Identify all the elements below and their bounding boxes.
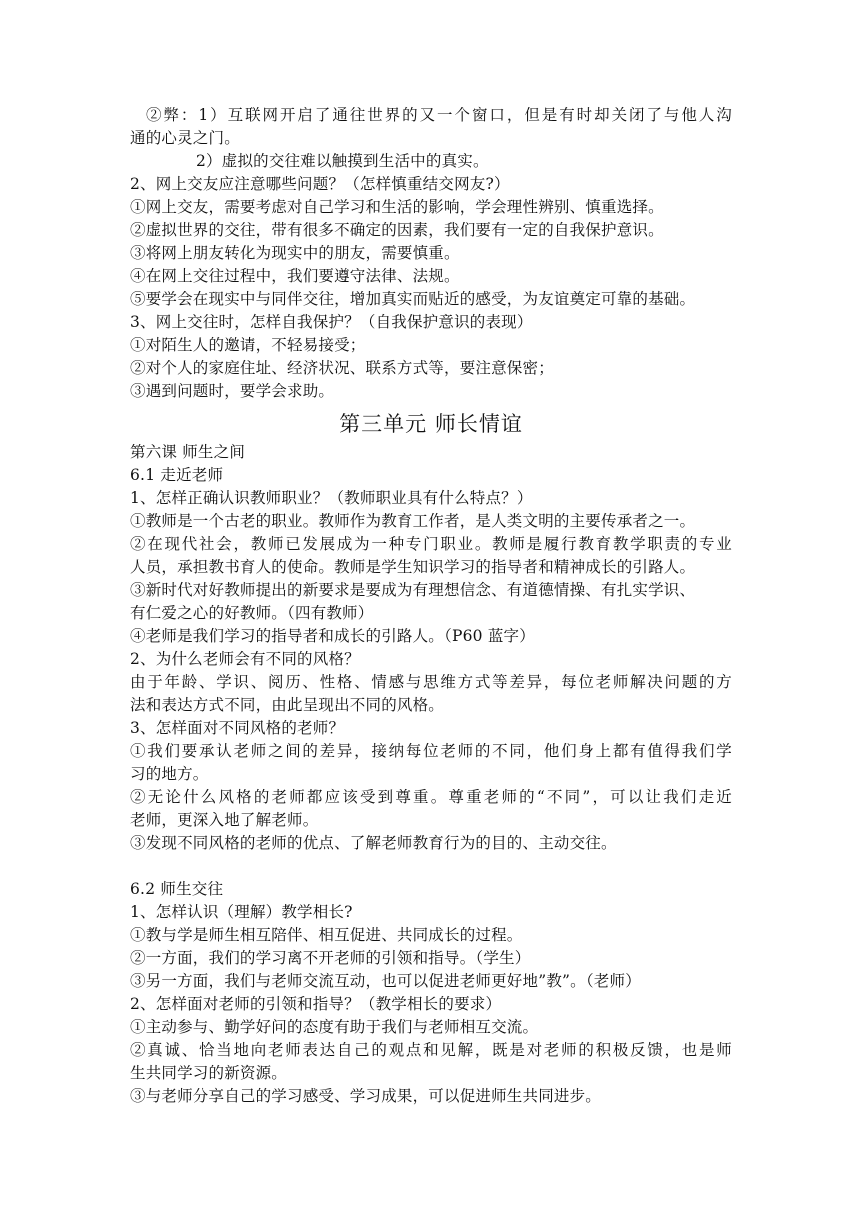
text-line: 2、为什么老师会有不同的风格？: [130, 650, 360, 668]
text-line: ①我们要承认老师之间的差异，接纳每位老师的不同，他们身上都有值得我们学: [130, 742, 732, 760]
text-line: ②在现代社会，教师已发展成为一种专门职业。教师是履行教育教学职责的专业: [130, 535, 732, 553]
text-line: 1、怎样正确认识教师职业？（教师职业具有什么特点？）: [130, 489, 533, 507]
text-line: 生共同学习的新资源。: [130, 1064, 288, 1082]
text-line: 第六课 师生之间: [130, 443, 246, 461]
blank-line: [130, 855, 732, 878]
text-line: ②真诚、恰当地向老师表达自己的观点和见解，既是对老师的积极反馈，也是师: [130, 1041, 732, 1059]
text-line: ①主动参与、勤学好问的态度有助于我们与老师相互交流。: [130, 1018, 539, 1036]
text-line: ③将网上朋友转化为现实中的朋友，需要慎重。: [130, 244, 460, 262]
text-line: ①对陌生人的邀请，不轻易接受；: [130, 336, 366, 354]
text-line: 由于年龄、学识、阅历、性格、情感与思维方式等差异，每位老师解决问题的方: [130, 673, 732, 691]
text-line: 3、网上交往时，怎样自我保护？（自我保护意识的表现）: [130, 313, 533, 331]
text-line: ③新时代对好教师提出的新要求是要成为有理想信念、有道德情操、有扎实学识、: [130, 581, 696, 599]
text-line: 通的心灵之门。: [130, 129, 240, 147]
text-line: 2）虚拟的交往难以触摸到生活中的真实。: [196, 152, 489, 170]
text-line: ②虚拟世界的交往，带有很多不确定的因素，我们要有一定的自我保护意识。: [130, 221, 664, 239]
text-line: 有仁爱之心的好教师。（四有教师）: [130, 604, 374, 622]
document-page: [130, 104, 732, 1108]
text-line: ③发现不同风格的老师的优点、了解老师教育行为的目的、主动交往。: [130, 834, 617, 852]
text-line: ④老师是我们学习的指导者和成长的引路人。（P60 蓝字）: [130, 627, 535, 645]
text-line: ①教与学是师生相互陪伴、相互促进、共同成长的过程。: [130, 926, 523, 944]
text-line: 1、怎样认识（理解）教学相长?: [130, 903, 353, 921]
text-line: 3、怎样面对不同风格的老师？: [130, 719, 345, 737]
text-line: ⑤要学会在现实中与同伴交往，增加真实而贴近的感受，为友谊奠定可靠的基础。: [130, 290, 696, 308]
text-line: ②对个人的家庭住址、经济状况、联系方式等，要注意保密；: [130, 359, 554, 377]
text-line: 老师，更深入地了解老师。: [130, 811, 319, 829]
text-line: 人员，承担教书育人的使命。教师是学生知识学习的指导者和精神成长的引路人。: [130, 558, 696, 576]
text-line: 6.2 师生交往: [130, 880, 224, 898]
text-line: ②无论什么风格的老师都应该受到尊重。尊重老师的“不同”，可以让我们走近: [130, 788, 732, 806]
text-line: 习的地方。: [130, 765, 209, 783]
text-line: 6.1 走近老师: [130, 466, 224, 484]
text-line: ①网上交友，需要考虑对自己学习和生活的影响，学会理性辨别、慎重选择。: [130, 198, 664, 216]
text-line: ②一方面，我们的学习离不开老师的引领和指导。（学生）: [130, 949, 531, 967]
text-line: ②弊：1）互联网开启了通往世界的又一个窗口，但是有时却关闭了与他人沟: [146, 106, 732, 124]
text-line: 法和表达方式不同，由此呈现出不同的风格。: [130, 696, 445, 714]
text-line: ③另一方面，我们与老师交流互动，也可以促进老师更好地”教”。（老师）: [130, 972, 641, 990]
section-mid: [130, 441, 732, 855]
unit-title: 第三单元 师长情谊: [339, 412, 523, 436]
section-top: [130, 104, 732, 403]
text-line: ④在网上交往过程中，我们要遵守法律、法规。: [130, 267, 460, 285]
text-line: 2、网上交友应注意哪些问题？（怎样慎重结交网友?）: [130, 175, 510, 193]
text-line: ③遇到问题时，要学会求助。: [130, 382, 335, 400]
section-bottom: [130, 878, 732, 1108]
text-line: ③与老师分享自己的学习感受、学习成果，可以促进师生共同进步。: [130, 1087, 602, 1105]
text-line: 2、怎样面对老师的引领和指导？（教学相长的要求）: [130, 995, 502, 1013]
text-line: ①教师是一个古老的职业。教师作为教育工作者，是人类文明的主要传承者之一。: [130, 512, 696, 530]
